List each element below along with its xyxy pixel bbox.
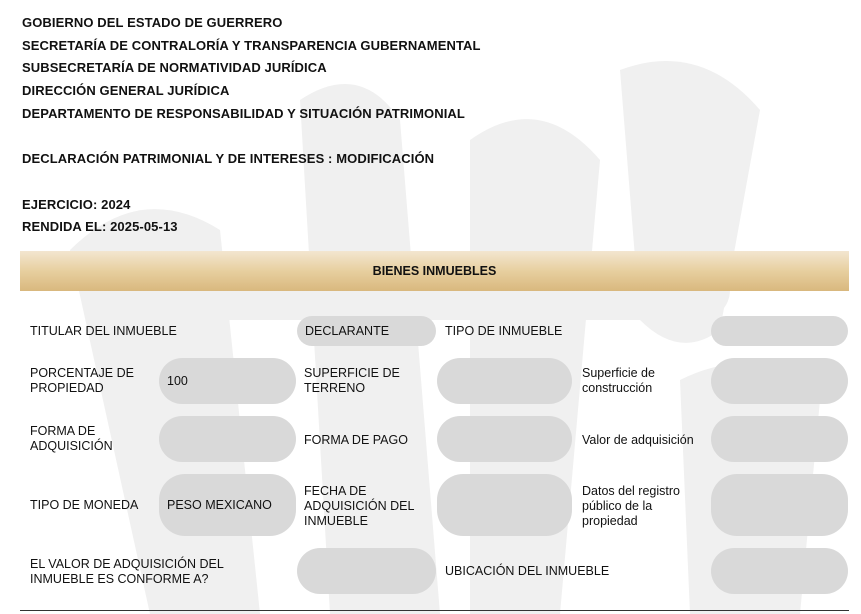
value-titular: DECLARANTE — [297, 316, 436, 346]
header-line-government: GOBIERNO DEL ESTADO DE GUERRERO — [22, 15, 283, 30]
header-line-secretariat: SECRETARÍA DE CONTRALORÍA Y TRANSPARENCIA GUBERNAMENTAL — [22, 37, 481, 53]
label-ubicacion: UBICACIÓN DEL INMUEBLE — [445, 563, 610, 578]
label-valor-conforme: EL VALOR DE ADQUISICIÓN DEL INMUEBLE ES CONFORME A? — [30, 557, 224, 586]
rendida-date: RENDIDA EL: 2025-05-13 — [22, 219, 178, 235]
bottom-divider — [20, 610, 849, 611]
value-ubicacion — [711, 548, 848, 594]
value-valor-conforme — [297, 548, 436, 594]
label-titular: TITULAR DEL INMUEBLE — [30, 323, 177, 338]
header-line-department: DEPARTAMENTO DE RESPONSABILIDAD Y SITUACIÓN PATRIMONIAL — [22, 105, 465, 121]
label-superficie-terreno: SUPERFICIE DE TERRENO — [304, 366, 400, 395]
value-porcentaje: 100 — [159, 358, 296, 404]
declaration-type: DECLARACIÓN PATRIMONIAL Y DE INTERESES : MODIFICACIÓN — [22, 151, 435, 167]
section-header-bar — [20, 251, 849, 291]
label-forma-pago: FORMA DE PAGO — [304, 432, 408, 447]
label-superficie-construccion: Superficie de construcción — [582, 366, 655, 395]
value-superficie-terreno — [437, 358, 572, 404]
label-porcentaje: PORCENTAJE DE PROPIEDAD — [30, 366, 134, 395]
section-title: BIENES INMUEBLES — [372, 264, 497, 278]
value-forma-pago — [437, 416, 572, 462]
label-forma-adquisicion: FORMA DE ADQUISICIÓN — [30, 424, 113, 453]
label-valor-adquisicion: Valor de adquisición — [582, 432, 694, 447]
header-line-subsecretariat: SUBSECRETARÍA DE NORMATIVIDAD JURÍDICA — [22, 60, 327, 76]
ejercicio: EJERCICIO: 2024 — [22, 196, 131, 212]
value-superficie-construccion — [711, 358, 848, 404]
value-tipo-moneda: PESO MEXICANO — [159, 474, 296, 536]
label-fecha-adquisicion: FECHA DE ADQUISICIÓN DEL INMUEBLE — [304, 483, 414, 528]
value-valor-adquisicion — [711, 416, 848, 462]
value-forma-adquisicion — [159, 416, 296, 462]
header-line-direction: DIRECCIÓN GENERAL JURÍDICA — [22, 83, 230, 99]
label-tipo-inmueble: TIPO DE INMUEBLE — [445, 323, 563, 338]
label-tipo-moneda: TIPO DE MONEDA — [30, 497, 139, 512]
label-datos-registro: Datos del registro público de la propiedad — [582, 483, 680, 528]
document-header — [22, 12, 481, 239]
value-datos-registro — [711, 474, 848, 536]
value-fecha-adquisicion — [437, 474, 572, 536]
value-tipo-inmueble — [711, 316, 848, 346]
